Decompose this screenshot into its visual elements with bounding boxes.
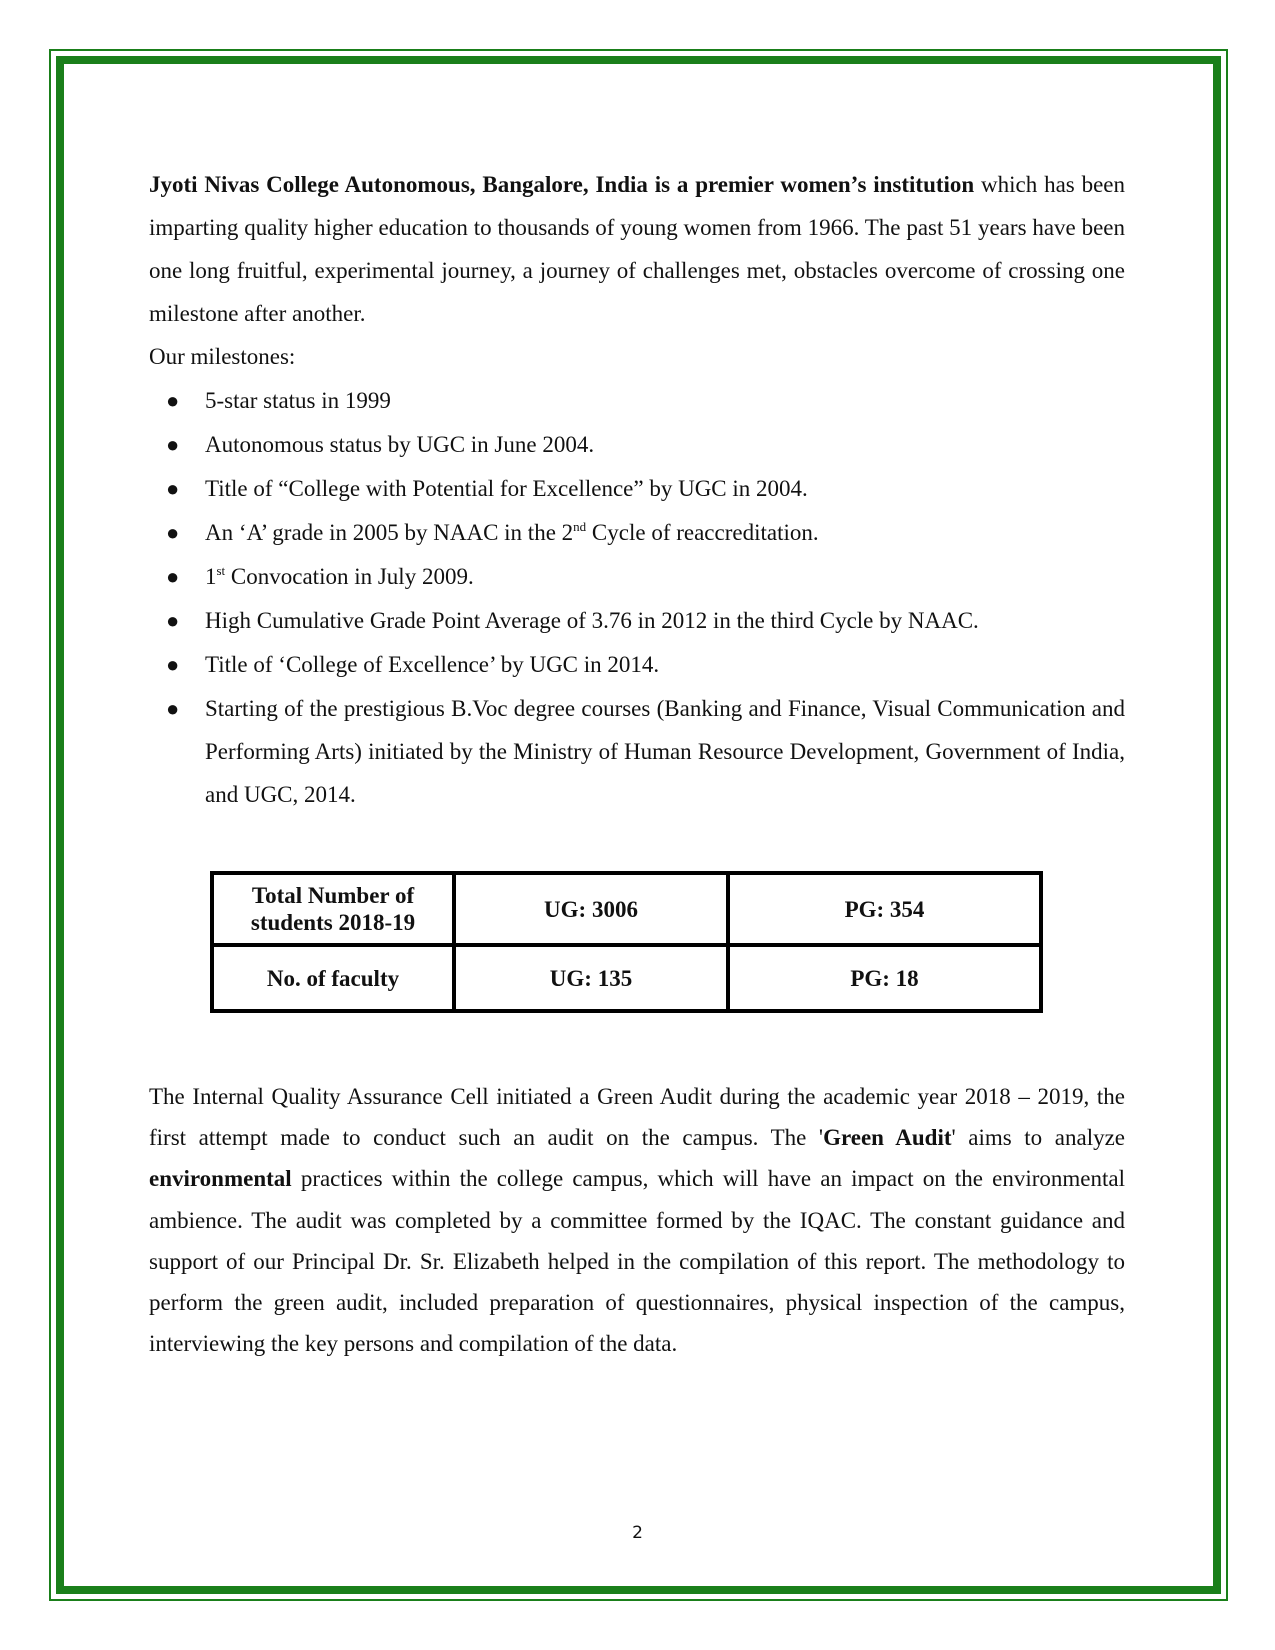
audit-text: The Internal Quality Assurance Cell initiated a Green Audit during the academic year 2018 – 2019, the first attempt made to conduct such an audit on the campus. The ': [149, 1084, 1125, 1151]
audit-text: ' aims to analyze: [951, 1125, 1125, 1151]
milestone-text: Convocation in July 2009.: [225, 564, 474, 589]
bullet-icon: ●: [166, 520, 180, 545]
milestone-text: Autonomous status by UGC in June 2004.: [205, 432, 595, 457]
table-row: [212, 873, 1041, 945]
cell-text: Total Number of: [251, 883, 415, 908]
milestone-text: Title of “College with Potential for Excellence” by UGC in 2004.: [205, 476, 808, 501]
bullet-icon: ●: [166, 652, 180, 677]
audit-bold-text: Green Audit: [823, 1125, 952, 1151]
list-item: [149, 555, 1125, 598]
bullet-icon: ●: [166, 696, 180, 721]
page-content: [149, 163, 1125, 1364]
stats-table: [210, 871, 1043, 1013]
milestones-heading: Our milestones:: [149, 344, 296, 369]
list-item: [149, 423, 1125, 466]
list-item: [149, 467, 1125, 510]
milestones-list: [149, 379, 1125, 816]
bullet-icon: ●: [166, 564, 180, 589]
table-cell-label: No. of faculty: [212, 945, 454, 1011]
table-cell-ug: UG: 3006: [454, 873, 728, 945]
intro-paragraph: [149, 163, 1125, 335]
table-cell-label: [212, 873, 454, 945]
milestone-text: Starting of the prestigious B.Voc degree courses (Banking and Finance, Visual Communication and Performing Arts) initiated by the Ministry of Human Resource Development, Government of India, and UGC, 2014.: [205, 696, 1125, 807]
list-item: [149, 643, 1125, 686]
table-cell-pg: PG: 354: [728, 873, 1041, 945]
bullet-icon: ●: [166, 608, 180, 633]
list-item: [149, 687, 1125, 816]
table-cell-ug: UG: 135: [454, 945, 728, 1011]
cell-text: students 2018-19: [250, 910, 416, 935]
milestone-text: An ‘A’ grade in 2005 by NAAC in the 2: [205, 520, 574, 545]
list-item: [149, 379, 1125, 422]
table-cell-pg: PG: 18: [728, 945, 1041, 1011]
superscript: st: [216, 563, 226, 578]
audit-bold-text: environmental: [149, 1166, 292, 1192]
superscript: nd: [573, 519, 587, 534]
milestone-text: 5-star status in 1999: [205, 388, 391, 413]
list-item: [149, 511, 1125, 554]
table-row: [212, 945, 1041, 1011]
milestone-text: Title of ‘College of Excellence’ by UGC in 2014.: [205, 652, 660, 677]
milestone-text: Cycle of reaccreditation.: [586, 520, 819, 545]
audit-text: practices within the college campus, which will have an impact on the environmental ambience. The audit was completed by a committee formed by the IQAC. The constant guidance and support of our Principal Dr. Sr. Elizabeth helped in the compilation of this report. The methodology to perform the green audit, included preparation of questionnaires, physical inspection of the campus, interviewing the key persons and compilation of the data.: [149, 1166, 1125, 1357]
bullet-icon: ●: [166, 388, 180, 413]
green-audit-paragraph: [149, 1076, 1125, 1364]
intro-bold-text: Jyoti Nivas College Autonomous, Bangalore, India is a premier women’s institution: [149, 172, 975, 197]
milestone-text: 1: [205, 564, 217, 589]
intro-text: which has been imparting quality higher education to thousands of young women from 1966. The past 51 years have been one long fruitful, experimental journey, a journey of challenges met, obstacles overcome of crossing one milestone after another.: [149, 172, 1125, 326]
page-number: 2: [632, 1523, 643, 1543]
milestone-text: High Cumulative Grade Point Average of 3.76 in 2012 in the third Cycle by NAAC.: [205, 608, 979, 633]
bullet-icon: ●: [166, 476, 180, 501]
list-item: [149, 599, 1125, 642]
bullet-icon: ●: [166, 432, 180, 457]
